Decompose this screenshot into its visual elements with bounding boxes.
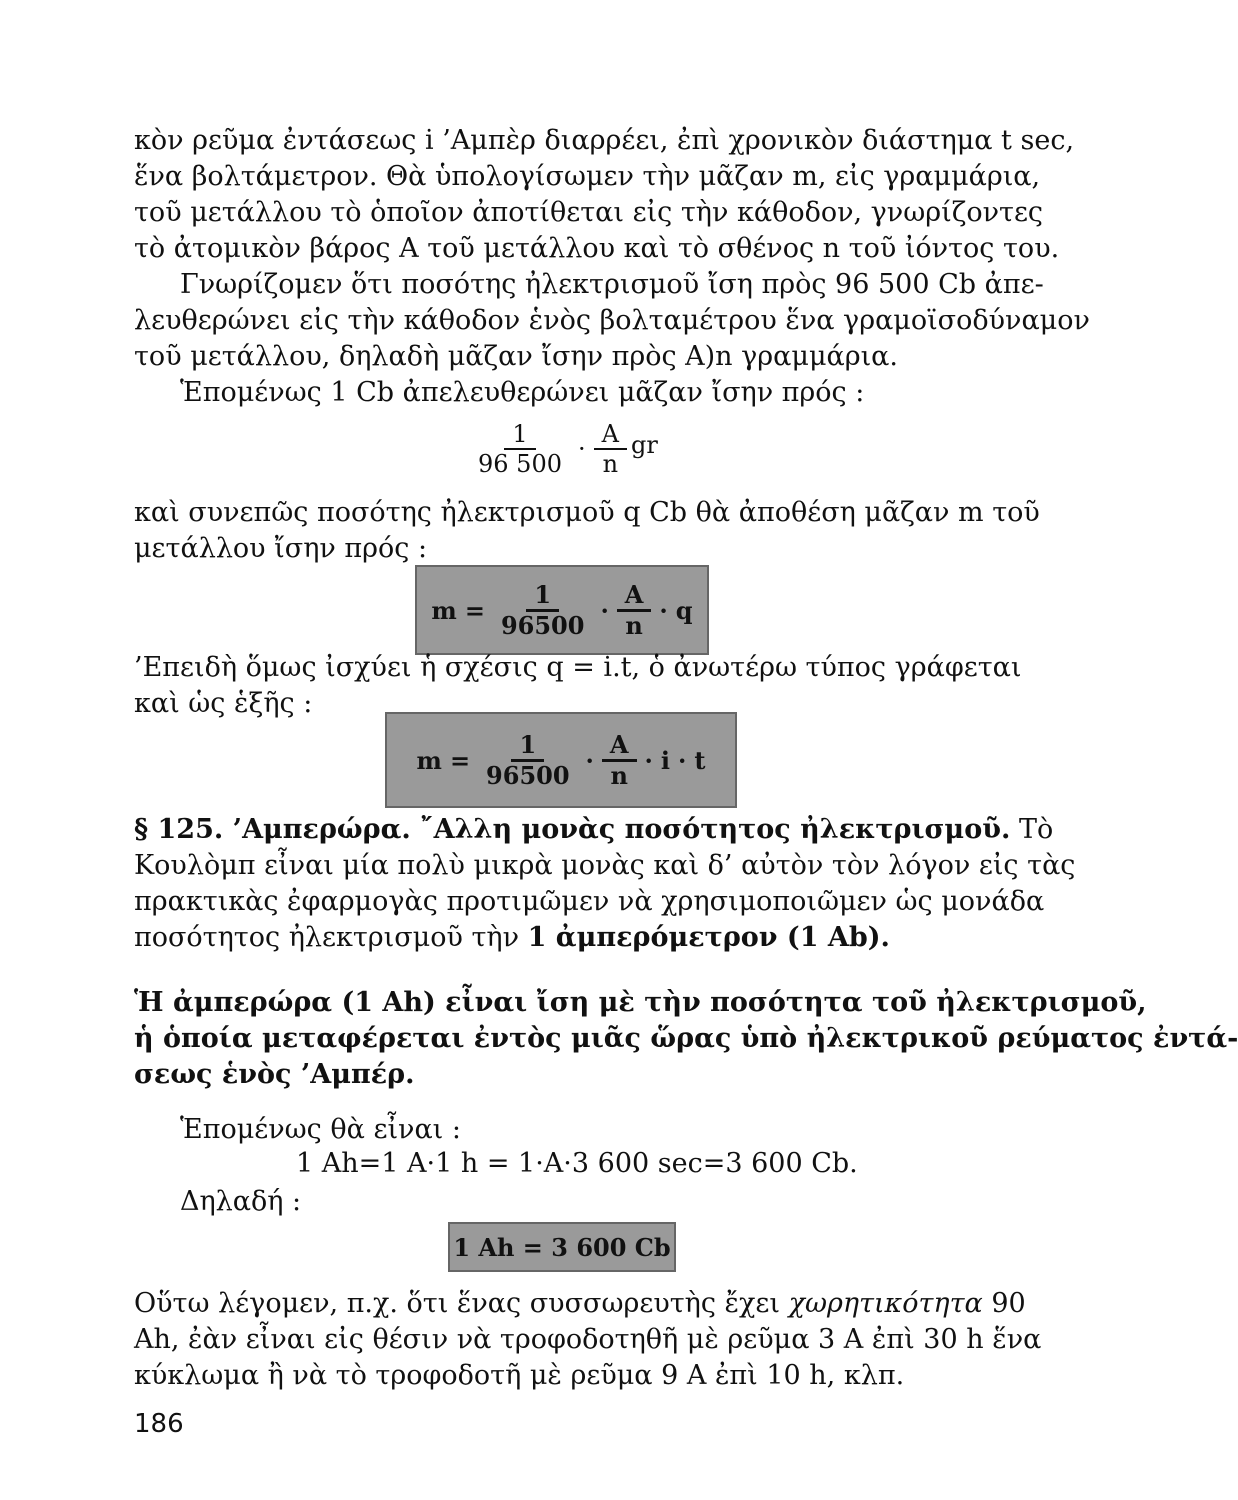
- equals-sign: =: [464, 595, 485, 625]
- multiply-dot: ·: [577, 435, 586, 463]
- text-line: Κουλὸμπ εἶναι μία πολὺ μικρὰ μονὰς καὶ δ’ αὐτὸν τὸν λόγον εἰς τὰς: [134, 850, 1076, 881]
- multiply-dot: ·: [585, 745, 594, 775]
- numerator: A: [594, 420, 627, 450]
- definition-line: σεως ἑνὸς ’Αμπέρ.: [134, 1059, 415, 1090]
- text-line: τοῦ μετάλλου, δηλαδὴ μᾶζαν ἴσην πρὸς A)n γραμμάρια.: [134, 341, 899, 372]
- fraction: [602, 731, 637, 790]
- text-line: λευθερώνει εἰς τὴν κάθοδον ἑνὸς βολταμέτρου ἕνα γραμοϊσοδύναμον: [134, 305, 1090, 336]
- unit-label: gr: [630, 431, 658, 459]
- numerator: A: [617, 581, 652, 612]
- numerator: 1: [504, 420, 535, 450]
- capacity-term: χωρητικότητα: [788, 1288, 983, 1319]
- fraction: [478, 731, 578, 790]
- equals-sign: =: [449, 745, 471, 775]
- text-line: Ἑπομένως θὰ εἶναι :: [180, 1114, 461, 1145]
- text-span: ποσότητος ἠλεκτρισμοῦ τὴν: [134, 922, 520, 953]
- text-line: Δηλαδή :: [180, 1186, 302, 1217]
- text-line: Ah, ἐὰν εἶναι εἰς θέσιν νὰ τροφοδοτηθῆ μὲ ρεῦμα 3 A ἐπὶ 30 h ἕνα: [134, 1324, 1042, 1355]
- page-number: 186: [134, 1409, 184, 1439]
- text-line: τοῦ μετάλλου τὸ ὁποῖον ἀποτίθεται εἰς τὴν κάθοδον, γνωρίζοντες: [134, 197, 1044, 228]
- unit-definition: 1 ἀμπερόμετρον (1 Ab).: [527, 922, 890, 953]
- multiply-dot: ·: [600, 595, 609, 625]
- text-span: 90: [991, 1288, 1026, 1319]
- text-line: κύκλωμα ἢ νὰ τὸ τροφοδοτῆ μὲ ρεῦμα 9 A ἐπὶ 10 h, κλπ.: [134, 1360, 905, 1391]
- denominator: 96 500: [478, 450, 562, 478]
- equation-line: 1 Ah=1 A·1 h = 1·A·3 600 sec=3 600 Cb.: [296, 1148, 858, 1179]
- boxed-formula-q: [415, 565, 709, 655]
- text-line: [134, 921, 986, 955]
- fraction: [470, 420, 570, 478]
- text-line: [134, 1287, 1026, 1321]
- numerator: 1: [511, 731, 544, 762]
- boxed-result: 1 Ah = 3 600 Cb: [448, 1222, 676, 1272]
- definition-line: ἡ ὁποία μεταφέρεται ἐντὸς μιᾶς ὥρας ὑπὸ ἠλεκτρικοῦ ρεύματος ἐντά-: [134, 1023, 1238, 1054]
- text-span: Οὕτω λέγομεν, π.χ. ὅτι ἕνας συσσωρευτὴς ἔχει: [134, 1288, 780, 1319]
- definition-line: Ἡ ἀμπερώρα (1 Ah) εἶναι ἴση μὲ τὴν ποσότητα τοῦ ἠλεκτρισμοῦ,: [134, 987, 1147, 1018]
- formula-lhs: m: [431, 595, 457, 625]
- denominator: n: [625, 610, 643, 640]
- denominator: 96500: [486, 760, 570, 790]
- fraction: [493, 581, 593, 640]
- multiply-dot: ·: [644, 745, 653, 775]
- text-line: ’Επειδὴ ὅμως ἰσχύει ἡ σχέσις q = i.t, ὁ ἀνωτέρω τύπος γράφεται: [134, 652, 1022, 683]
- text-line: Ἑπομένως 1 Cb ἀπελευθερώνει μᾶζαν ἴσην πρός :: [180, 377, 865, 408]
- formula-lhs: m: [416, 745, 442, 775]
- multiply-dot: ·: [678, 745, 687, 775]
- numerator: A: [602, 731, 637, 762]
- text-line: τὸ ἀτομικὸν βάρος A τοῦ μετάλλου καὶ τὸ σθένος n τοῦ ἰόντος του.: [134, 233, 1060, 264]
- formula-t: t: [694, 745, 706, 775]
- boxed-formula-it: [385, 712, 737, 808]
- text-line: μετάλλου ἴσην πρός :: [134, 533, 428, 564]
- formula-i: i: [660, 745, 671, 775]
- text-line: πρακτικὰς ἐφαρμογὰς προτιμῶμεν νὰ χρησιμοποιῶμεν ὡς μονάδα: [134, 886, 1045, 917]
- formula-q: q: [675, 595, 693, 625]
- section-heading: § 125. ’Αμπερώρα. ῎Αλλη μονὰς ποσότητος ἠλεκτρισμοῦ.: [134, 814, 1011, 845]
- text-line: ἕνα βολτάμετρον. Θὰ ὑπολογίσωμεν τὴν μᾶζαν m, εἰς γραμμάρια,: [134, 161, 1041, 192]
- denominator: n: [610, 760, 628, 790]
- fraction: [617, 581, 652, 640]
- formula-fraction-gr: [470, 420, 658, 478]
- text-line: κὸν ρεῦμα ἐντάσεως i ’Αμπὲρ διαρρέει, ἐπὶ χρονικὸν διάστημα t sec,: [134, 125, 1075, 156]
- numerator: 1: [526, 581, 559, 612]
- text-line: καὶ συνεπῶς ποσότης ἠλεκτρισμοῦ q Cb θὰ ἀποθέση μᾶζαν m τοῦ: [134, 497, 1040, 528]
- fraction: [594, 420, 627, 478]
- section-heading-line: [134, 813, 1054, 847]
- text-line: καὶ ὡς ἑξῆς :: [134, 688, 313, 719]
- denominator: n: [602, 450, 619, 478]
- denominator: 96500: [500, 610, 585, 640]
- text-line: Γνωρίζομεν ὅτι ποσότης ἠλεκτρισμοῦ ἴση πρὸς 96 500 Cb ἀπε-: [180, 269, 1044, 300]
- section-lead: Τὸ: [1018, 814, 1054, 845]
- multiply-dot: ·: [659, 595, 668, 625]
